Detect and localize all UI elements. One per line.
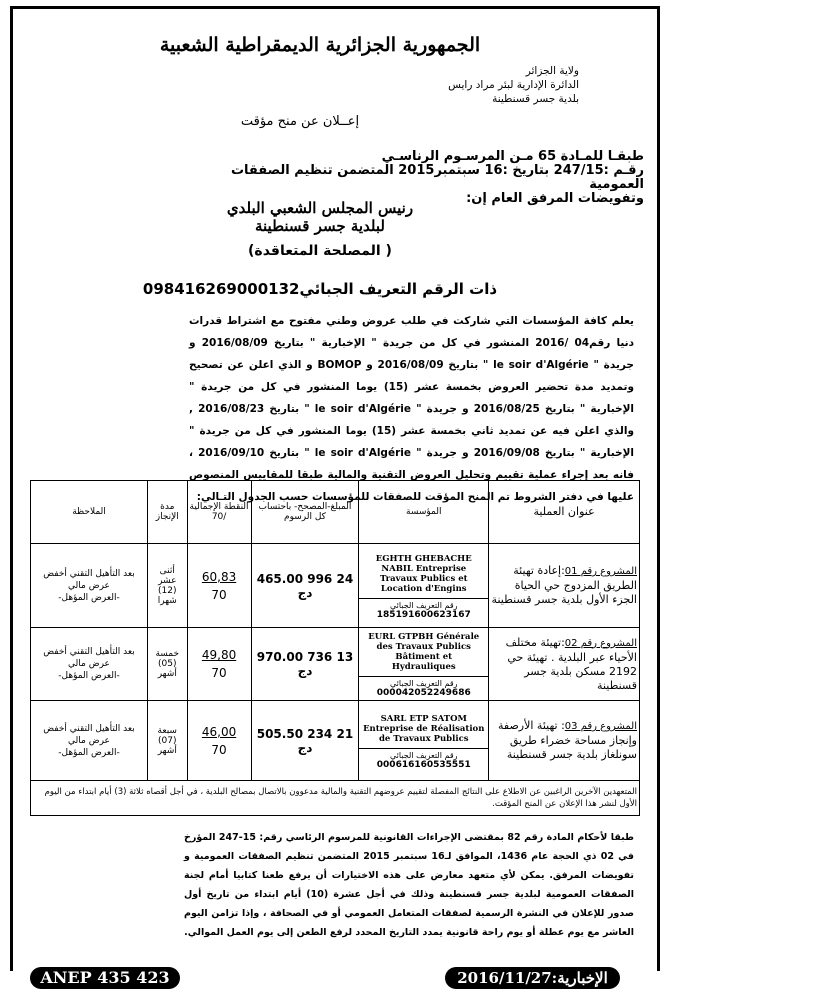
note-line: -العرض المؤهل-	[58, 671, 120, 681]
anep-badge: ANEP 435 423	[30, 967, 180, 989]
note-cell	[31, 628, 148, 701]
project-label: المشروع رقم 03	[564, 721, 637, 732]
header-amount: المبلغ-المصحح- باحتساب كل الرسوم	[251, 481, 359, 544]
note-line: عرض مالي	[68, 735, 110, 746]
note-line: عرض مالي	[68, 659, 110, 669]
amount-cell: 21 234 505.50 دج	[251, 701, 359, 781]
operation-cell	[489, 628, 640, 701]
president-line: رنيس المجلس الشعبي البلدي	[226, 199, 414, 217]
legal-line: رقـم :247/15 بتاريخ :16 سبتمبر2015 المتضمن تنظيم الصفقات العمومية	[230, 163, 644, 192]
header-operation: عنوان العملية	[489, 481, 640, 544]
legal-line: طبقـا للمـادة 65 مـن المرسـوم الرناسـي	[381, 149, 644, 164]
tax-id-value: 185191600623167	[376, 609, 471, 620]
admin-line: بلدية جسر قسنطينة	[492, 93, 579, 105]
awards-table	[30, 480, 640, 816]
firm-cell	[359, 544, 489, 628]
firm-tax-id	[359, 749, 488, 772]
republic-title: الجمهورية الجزائرية الديمقراطية الشعبية	[159, 34, 481, 56]
administration-block	[448, 64, 579, 106]
table-header-row	[31, 481, 640, 544]
note-line: -العرض المؤهل-	[58, 592, 120, 603]
duration-cell: سبعة (07) أشهر	[147, 701, 187, 781]
firm-cell	[359, 701, 489, 781]
score-cell	[187, 628, 251, 701]
amount-cell: 24 996 465.00 دج	[251, 544, 359, 628]
closing-paragraph: طبقا لأحكام المادة رقم 82 بمقتضى الإجراءات القانونية للمرسوم الرئاسي رقم: 15-247 المؤرخ في 02 ذي الحجة عام 1436، الموافق لـ16 سبتمبر 2015 المتضمن تنظيم الصفقات العمومية و تفويضات المرفق. يمكن لأي متعهد معارض على هذه الاختيارات أن يرفع طعنا كتابيا أمام لجنة الصفقات العمومية لبلدية جسر قسنطينة وذلك في أجل عشرة (10) أيام ابتداء من تاريخ أول صدور للإعلان في النشرة الرسمية لصفقات المتعامل العمومي أو في الصحافة ، وإذا تزامن اليوم العاشر مع يوم عطلة أو يوم راحة قانونية يمدد التاريخ المحدد لرفع الطعن إلى يوم العمل الموالي.	[184, 832, 635, 938]
score-value: 46,00	[201, 724, 237, 739]
body-paragraph: يعلم كافة المؤسسات التي شاركت في طلب عروض وطني مفتوح مع اشتراط قدرات دنيا رقم04 /2016 المنشور في كل من جريدة " الإخبارية " بتاريخ 2016/08/09 و جريدة " le soir d'Algérie " بتاريخ 2016/08/09 و BOMOP و الذي اعلن عن تصحيح وتمديد مدة تحضير العروض بخمسة عشر (15) يوما المنشور في كل من جريدة " الإخبارية " بتاريخ 2016/08/25 و جريدة " le soir d'Algérie " بتاريخ 2016/08/23 , والذي اعلن فيه عن تمديد ثاني بخمسة عشر (15) يوما المنشور في كل من جريدة " الإخبارية " بتاريخ 2016/09/08 و جريدة " le soir d'Algérie " بتاريخ 2016/09/10 ، فانه بعد إجراء عملية تقييم وتحليل العروض التقنية والمالية طبقا للمقاييس المنصوص عليها في دفتر الشروط تم المنح المؤقت للصفقات للمؤسسات حسب الجدول التـالي:	[189, 315, 634, 503]
firm-cell	[359, 628, 489, 701]
legal-reference	[194, 150, 644, 206]
firm-tax-id	[359, 677, 488, 700]
project-title: :تهيئة مختلف الأحياء عبر البلدية . تهيئة حي 2192 مسكن بلدية جسر قسنطينة	[505, 635, 637, 692]
tax-id-value: 000616160535551	[376, 759, 471, 770]
tax-id-line: ذات الرقم التعريف الجبائي098416269000132	[142, 280, 498, 298]
score-cell	[187, 544, 251, 628]
announcement-title: إعــلان عن منح مؤقت	[240, 114, 360, 129]
score-value: 49,80	[201, 648, 237, 662]
amount-cell: 13 736 970.00 دج	[251, 628, 359, 701]
project-label: المشروع رقم 02	[564, 637, 637, 649]
legal-line: وتفويضات المرفق العام إن:	[466, 191, 644, 206]
operation-cell	[489, 701, 640, 781]
tax-id-label: رقم التعريف الجبائي	[389, 750, 458, 760]
tax-id-label: رقم التعريف الجبائي	[389, 679, 458, 688]
note-cell	[31, 544, 148, 628]
note-line: بعد التأهيل التقني أخفض	[43, 568, 135, 579]
project-title: :إعادة تهيئة الطريق المزدوج حي الحياة الجزء الأول بلدية جسر قسنطينة	[491, 564, 637, 606]
contracting-service: ( المصلحة المتعاقدة)	[248, 243, 392, 259]
header-score: النقطة الإجمالية /70	[187, 481, 251, 544]
top-rule	[10, 6, 660, 9]
score-max: 70	[211, 742, 227, 757]
admin-line: الدائرة الإدارية لبئر مراد رايس	[448, 79, 579, 91]
president-line: لبلدية جسر قسنطينة	[254, 217, 385, 235]
tax-id-label: رقم التعريف الجبائي	[389, 600, 458, 610]
header-note: الملاحظة	[31, 481, 148, 544]
firm-name: EURL GTPBH Générale des Travaux Publics Bâtiment et Hydrauliques	[359, 628, 488, 677]
operation-cell	[489, 544, 640, 628]
note-line: عرض مالي	[68, 580, 110, 591]
firm-tax-id	[359, 599, 488, 622]
right-rule	[657, 6, 660, 971]
table-row	[31, 544, 640, 628]
project-title: : تهيئة الأرصفة وإنجاز مساحة خضراء طريق سونلغاز بلدية جسر قسنطينة	[497, 719, 637, 761]
left-rule	[10, 6, 13, 971]
table-footer-note: المتعهدين الآخرين الراغبين عن الاطلاع على النتائج المفصلة لتقييم عروضهم التقنية والمالية مدعوون بالاتصال بمصالح البلدية ، في أجل أقصاه ثلاثة (3) أيام ابتداء من اليوم الأول لنشر هذا الإعلان عن المنح المؤقت.	[31, 781, 640, 816]
duration-cell: أثنى عشر (12) شهرا	[147, 544, 187, 628]
tax-id-value: 000042052249686	[376, 688, 471, 698]
note-cell	[31, 701, 148, 781]
admin-line: ولاية الجزائر	[525, 65, 579, 77]
project-label: المشروع رقم 01	[564, 566, 637, 577]
score-cell	[187, 701, 251, 781]
newspaper-badge: الإخبارية:2016/11/27	[445, 967, 620, 989]
duration-cell: خمسة (05) أشهر	[147, 628, 187, 701]
firm-name: SARL ETP SATOM Entreprise de Réalisation de Travaux Publics	[359, 710, 488, 749]
score-max: 70	[211, 587, 227, 602]
note-line: بعد التأهيل التقني أخفض	[43, 647, 135, 657]
header-firm: المؤسسة	[359, 481, 489, 544]
score-value: 60,83	[201, 569, 237, 584]
table-row	[31, 701, 640, 781]
note-line: بعد التأهيل التقني أخفض	[43, 723, 135, 734]
table-row	[31, 628, 640, 701]
president-block	[140, 199, 500, 235]
score-max: 70	[211, 666, 227, 680]
table-footer-row	[31, 781, 640, 816]
note-line: -العرض المؤهل-	[58, 747, 120, 758]
firm-name: EGHTH GHEBACHE NABIL Entreprise Travaux Publics et Location d'Engins	[359, 550, 488, 599]
header-duration: مدة الإنجاز	[147, 481, 187, 544]
